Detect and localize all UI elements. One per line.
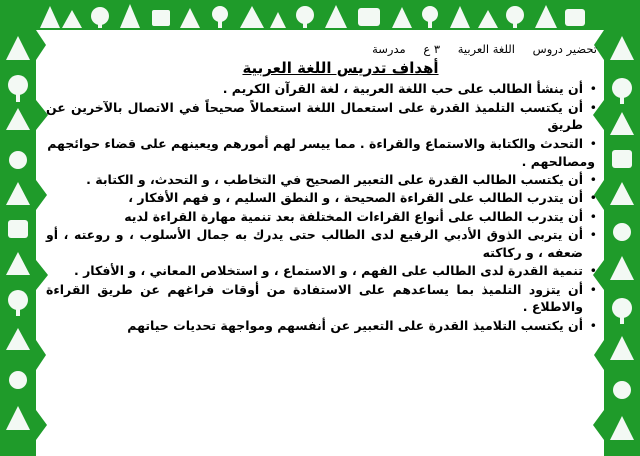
prep-label: تحضير دروس bbox=[532, 42, 597, 56]
list-item bbox=[44, 281, 597, 316]
bullet: • bbox=[589, 81, 597, 96]
list-item bbox=[44, 189, 597, 207]
bullet: • bbox=[589, 99, 597, 115]
list-item-text: أن يتدرب الطالب على أنواع القراءات المختلفة بعد تنمية مهارة القراءة لديه bbox=[124, 208, 583, 224]
school-label: مدرسة bbox=[372, 42, 406, 56]
bullet: • bbox=[589, 208, 597, 224]
list-item bbox=[44, 208, 597, 226]
list-item-text: التحدث والكتابة والاستماع والقراءة . مما ييسر لهم أمورهم ويعينهم على قضاء حوائجهم bbox=[47, 135, 583, 151]
list-item bbox=[44, 317, 597, 335]
list-item-text: أن يتربى الذوق الأدبي الرفيع لدى الطالب حتى يدرك به جمال الأسلوب ، و روعته ، أو ضعفه ، و ركاكته bbox=[46, 227, 583, 260]
list-item bbox=[44, 135, 597, 153]
list-item bbox=[44, 171, 597, 189]
list-item bbox=[44, 262, 597, 280]
header-line bbox=[44, 40, 597, 58]
bullet: • bbox=[589, 317, 597, 333]
objectives-list bbox=[44, 80, 597, 152]
subject: اللغة العربية bbox=[457, 42, 515, 56]
list-item bbox=[44, 80, 597, 98]
bullet: • bbox=[589, 227, 597, 242]
bullet: • bbox=[589, 135, 597, 151]
document-page bbox=[44, 40, 597, 456]
list-item-text: أن يكتسب الطالب القدرة على التعبير الصحيح في التخاطب ، و التحدث، و الكتابة . bbox=[86, 171, 583, 187]
list-item bbox=[44, 226, 597, 261]
list-item-text: أن يكتسب التلميذ القدرة على استعمال اللغة استعمالاً صحيحاً في الاتصال بالآخرين عن طريق bbox=[46, 99, 583, 132]
bullet: • bbox=[589, 171, 597, 187]
list-item bbox=[44, 99, 597, 134]
bullet: • bbox=[589, 281, 597, 297]
list-item-text: أن يتدرب الطالب على القراءة الصحيحة ، و النطق السليم ، و فهم الأفكار ، bbox=[128, 190, 583, 205]
list-item-text: تنمية القدرة لدى الطالب على الفهم ، و الاستماع ، و استخلاص المعاني ، و الأفكار . bbox=[73, 263, 583, 278]
grade: ٣ ع bbox=[423, 42, 441, 56]
list-item-text: أن ينشأ الطالب على حب اللغة العربية ، لغة القرآن الكريم . bbox=[222, 81, 583, 96]
list-item-text: أن يتزود التلميذ بما يساعدهم على الاستفادة من أوقات فراغهم عن طريق القراءة والاطلاع . bbox=[46, 281, 583, 314]
list-item-text: أن يكتسب التلاميذ القدرة على التعبير عن أنفسهم ومواجهة تحديات حياتهم bbox=[127, 317, 583, 333]
page-title: أهداف تدريس اللغة العربية bbox=[242, 59, 439, 77]
bullet: • bbox=[589, 190, 597, 205]
bullet: • bbox=[589, 263, 597, 278]
objectives-list-continued bbox=[44, 171, 597, 335]
continuation-text: ومصالحهم . bbox=[521, 154, 595, 169]
